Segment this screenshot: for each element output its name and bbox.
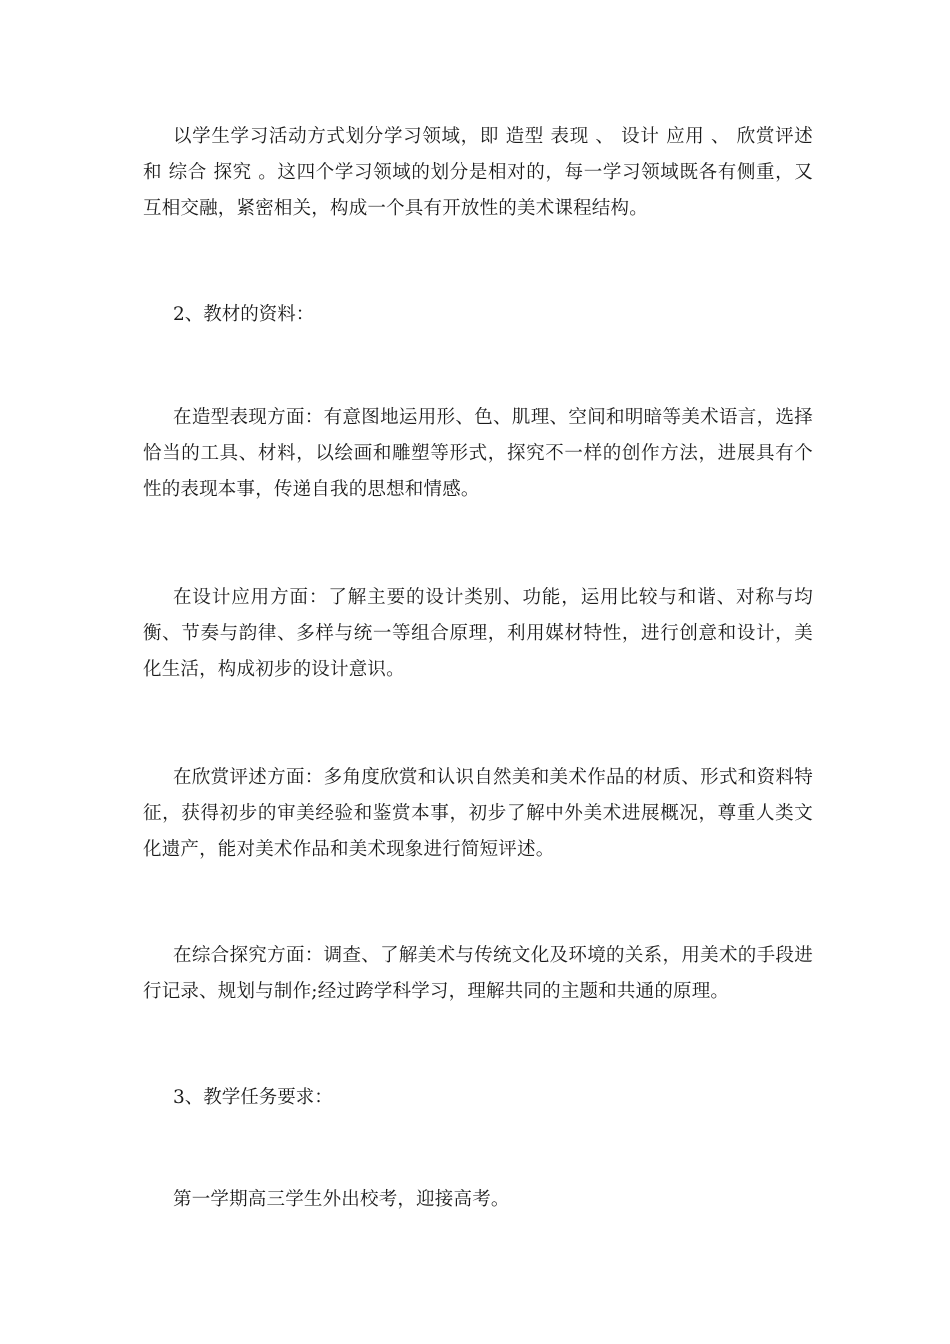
paragraph-design-application: 在设计应用方面：了解主要的设计类别、功能，运用比较与和谐、对称与均衡、节奏与韵律、多样与统一等组合原理，利用媒材特性，进行创意和设计，美化生活，构成初步的设计意识。 xyxy=(143,587,813,680)
paragraph-first-semester: 第一学期高三学生外出校考，迎接高考。 xyxy=(173,1189,510,1210)
paragraph-appreciation-review: 在欣赏评述方面：多角度欣赏和认识自然美和美术作品的材质、形式和资料特征，获得初步的审美经验和鉴赏本事，初步了解中外美术进展概况，尊重人类文化遗产，能对美术作品和美术现象进行简短评述。 xyxy=(143,767,813,860)
paragraph-learning-domains: 以学生学习活动方式划分学习领域，即 造型 表现 、 设计 应用 、 欣赏评述 和 综合 探究 。这四个学习领域的划分是相对的，每一学习领域既各有侧重，又互相交融，紧密相关，构成一个具有开放性的美术课程结构。 xyxy=(143,126,813,219)
paragraph-comprehensive-exploration: 在综合探究方面：调查、了解美术与传统文化及环境的关系，用美术的手段进行记录、规划与制作;经过跨学科学习，理解共同的主题和共通的原理。 xyxy=(143,945,813,1002)
paragraph-modeling-expression: 在造型表现方面：有意图地运用形、色、肌理、空间和明暗等美术语言，选择恰当的工具、材料，以绘画和雕塑等形式，探究不一样的创作方法，进展具有个性的表现本事，传递自我的思想和情感。 xyxy=(143,407,813,500)
heading-textbook-materials: 2、教材的资料： xyxy=(173,304,315,325)
heading-teaching-requirements: 3、教学任务要求： xyxy=(173,1087,333,1108)
